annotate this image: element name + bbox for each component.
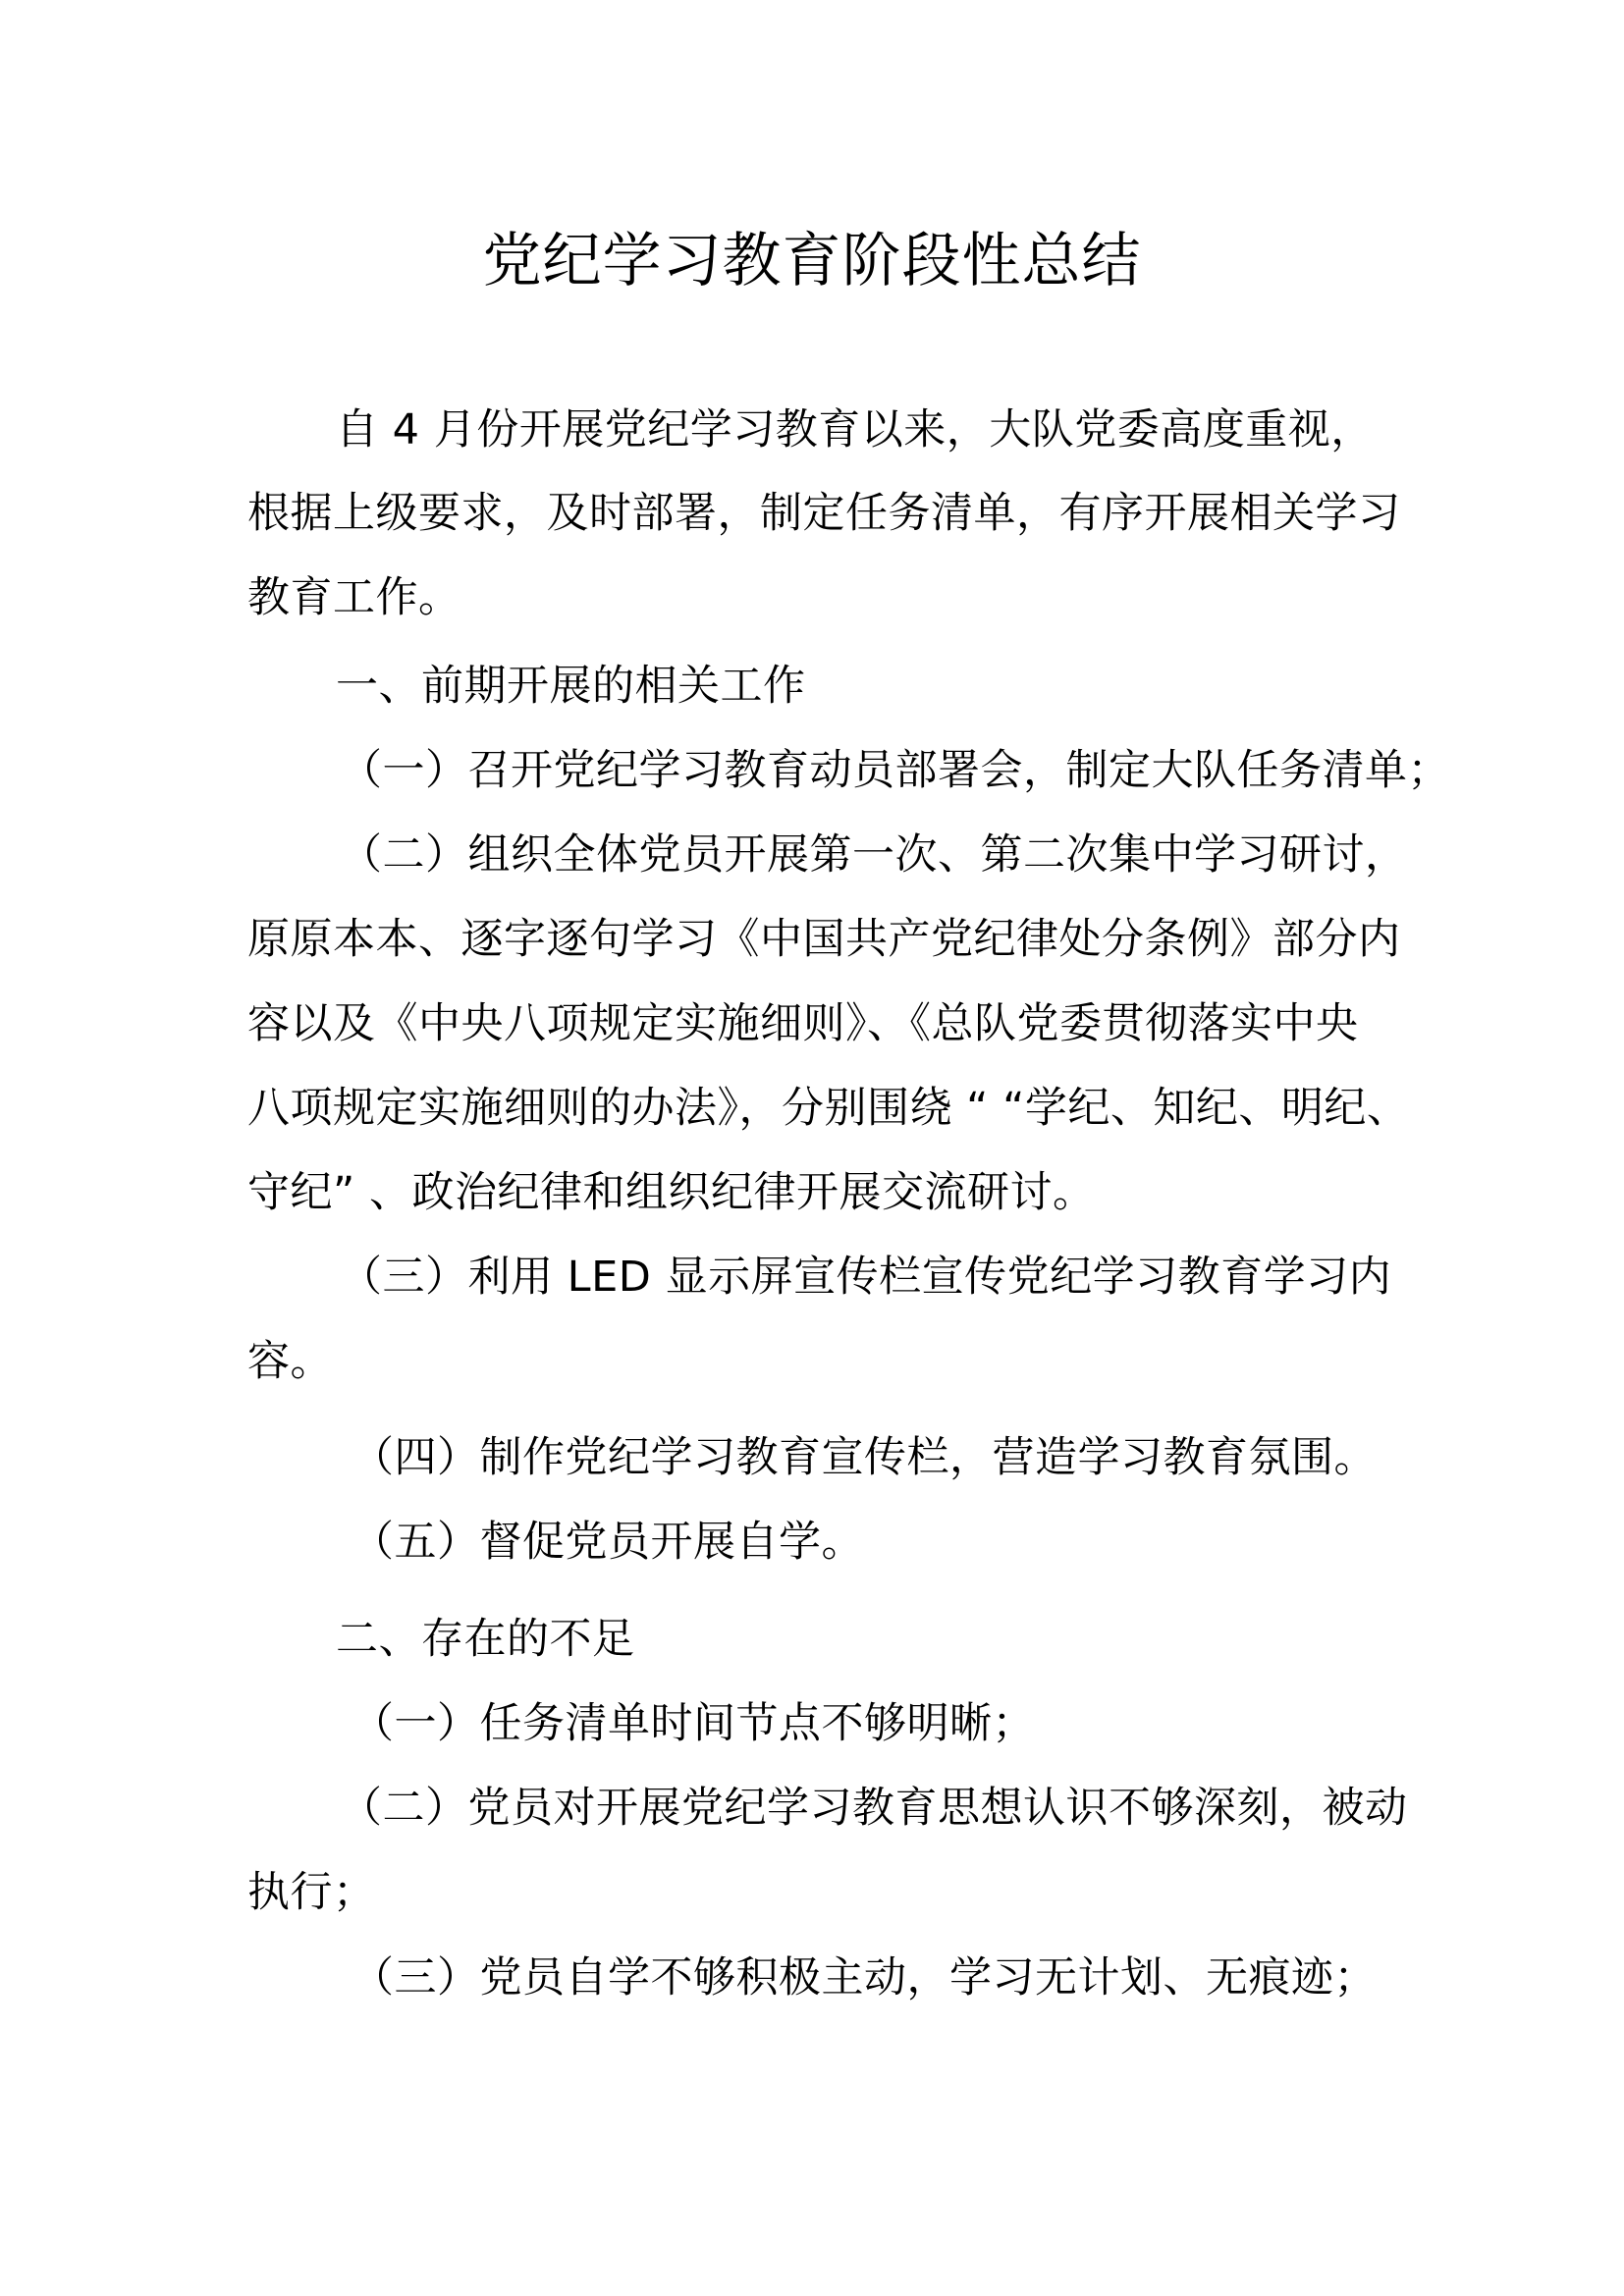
paragraph-line: （五）督促党员开展自学。 — [352, 1518, 864, 1567]
paragraph-line: 教育工作。 — [247, 573, 461, 622]
paragraph-line: 容以及《中央八项规定实施细则》、《总队党委贯彻落实中央 — [247, 999, 1359, 1048]
paragraph-line: （二）组织全体党员开展第一次、第二次集中学习研讨， — [340, 830, 1408, 880]
paragraph-line: （一）召开党纪学习教育动员部署会，制定大队任务清单； — [340, 746, 1450, 795]
paragraph-line: （二）党员对开展党纪学习教育思想认识不够深刻，被动 — [340, 1784, 1408, 1833]
paragraph-line: 根据上级要求，及时部署，制定任务清单，有序开展相关学习 — [247, 489, 1401, 538]
paragraph-line: 八项规定实施细则的办法》，分别围绕 “ “学纪、知纪、明纪、 — [247, 1084, 1410, 1133]
paragraph-line: 容。 — [247, 1337, 333, 1386]
section-heading: 一、前期开展的相关工作 — [336, 662, 806, 711]
paragraph-line: （一）任务清单时间节点不够明晰； — [352, 1699, 1035, 1748]
paragraph-line: （三）利用 LED 显示屏宣传栏宣传党纪学习教育学习内 — [340, 1253, 1392, 1302]
section-heading: 二、存在的不足 — [336, 1615, 635, 1664]
paragraph-line: 执行； — [247, 1868, 376, 1917]
paragraph-line: （四）制作党纪学习教育宣传栏，营造学习教育氛围。 — [352, 1433, 1377, 1482]
paragraph-line: 自 4 月份开展党纪学习教育以来，大队党委高度重视， — [336, 405, 1374, 454]
paragraph-line: 原原本本、逐字逐句学习《中国共产党纪律处分条例》部分内 — [247, 915, 1401, 964]
paragraph-line: （三）党员自学不够积极主动，学习无计划、无痕迹； — [352, 1953, 1377, 2002]
paragraph-line: 守纪” 、政治纪律和组织纪律开展交流研讨。 — [247, 1168, 1096, 1217]
document-title: 党纪学习教育阶段性总结 — [482, 227, 1142, 295]
